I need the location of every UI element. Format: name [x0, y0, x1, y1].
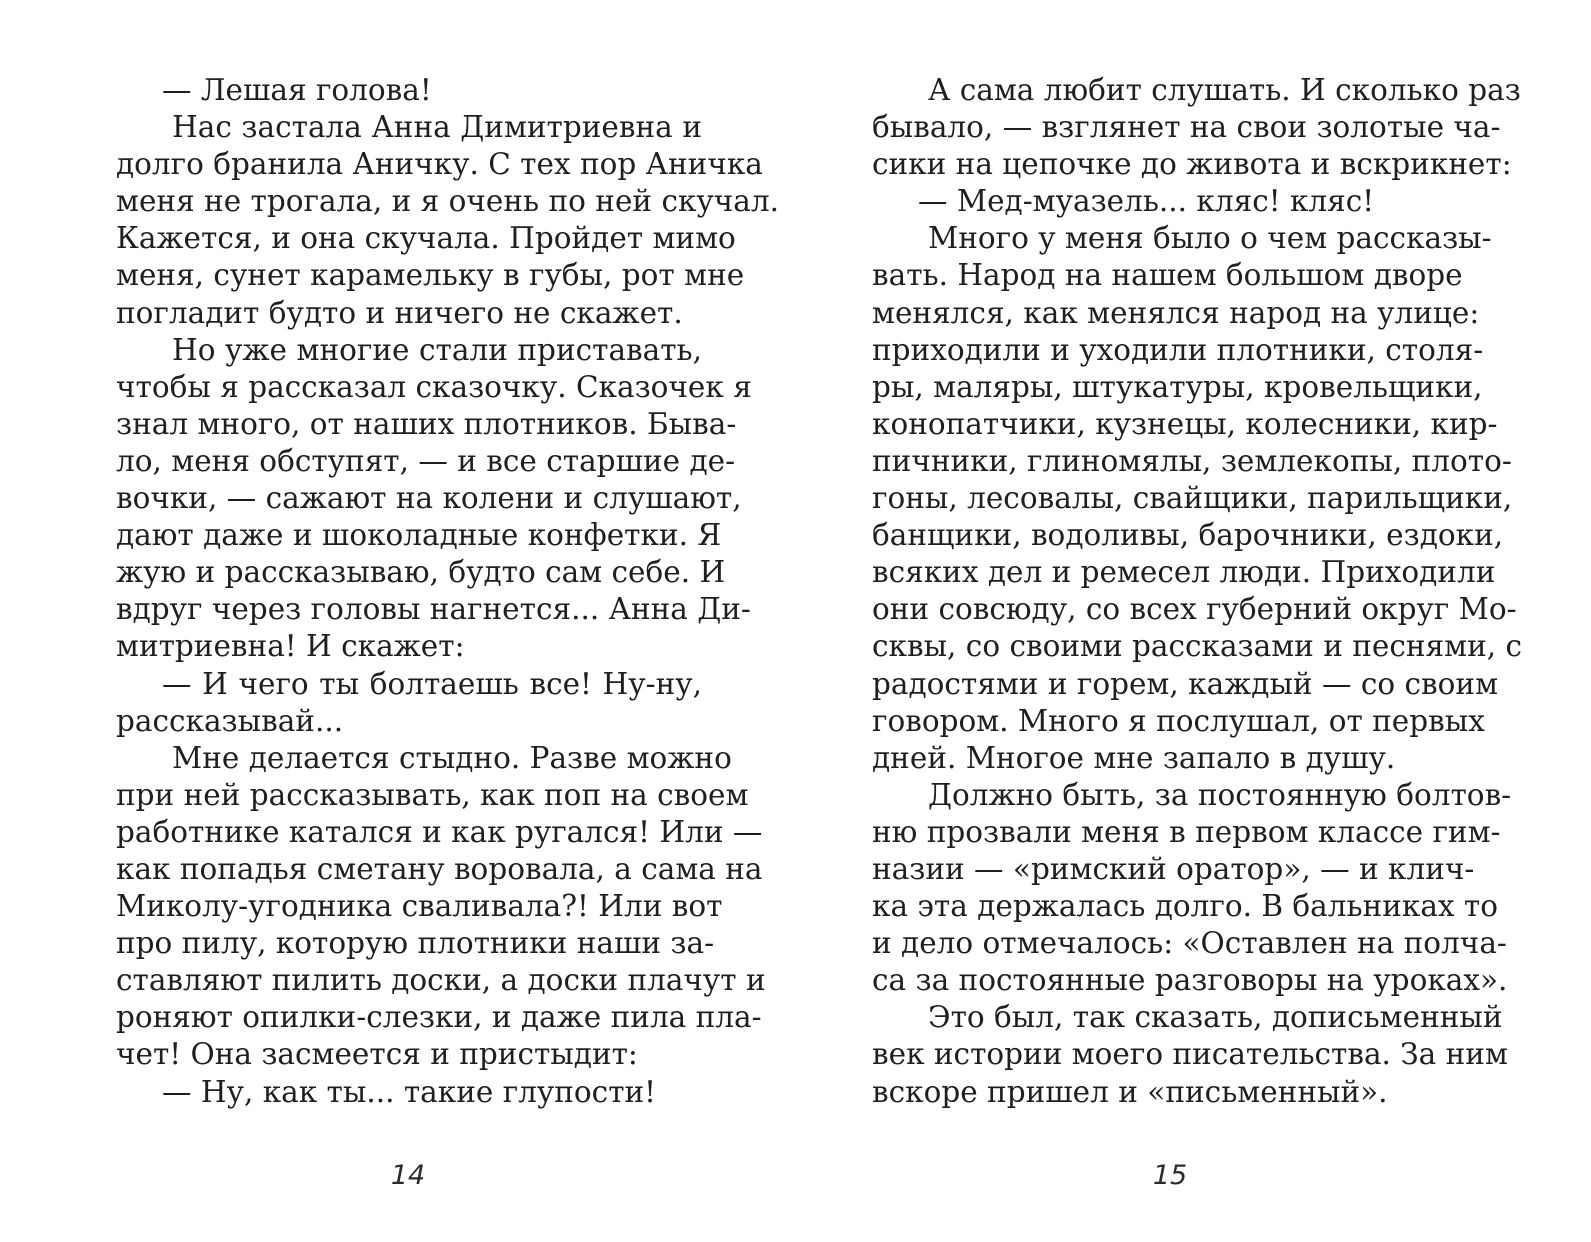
text-line: Миколу-угодника сваливала?! Или вот: [116, 889, 723, 924]
text-line: приходили и уходили плотники, столя-: [872, 332, 1484, 367]
text-line: рассказывай...: [116, 703, 344, 738]
text-line: — Мед-муазель... кляс! кляс!: [918, 184, 1375, 219]
text-line: вскоре пришел и «письменный».: [872, 1074, 1388, 1109]
text-line: ка эта держалась долго. В бальниках то: [872, 889, 1499, 924]
right-page: [872, 72, 1523, 1111]
text-line: чтобы я рассказал сказочку. Сказочек я: [116, 369, 752, 404]
text-line: меня не трогала, и я очень по ней скучал.: [116, 184, 779, 219]
text-line: Нас застала Анна Димитриевна и: [172, 110, 702, 145]
text-line: радостями и горем, каждый — со своим: [872, 666, 1499, 701]
text-line: чет! Она засмеется и пристыдит:: [116, 1037, 638, 1072]
text-line: и дело отмечалось: «Оставлен на полча-: [872, 926, 1507, 961]
text-line: ставляют пилить доски, а доски плачут и: [116, 963, 766, 998]
text-line: меня, сунет карамельку в губы, рот мне: [116, 258, 745, 293]
text-line: гоны, лесовалы, свайщики, парильщики,: [872, 481, 1513, 516]
text-line: Кажется, и она скучала. Пройдет мимо: [116, 221, 736, 256]
text-line: всяких дел и ремесел люди. Приходили: [872, 555, 1496, 590]
text-line: Много у меня было о чем рассказы-: [928, 221, 1492, 256]
text-line: ры, маляры, штукатуры, кровельщики,: [872, 369, 1483, 404]
text-line: Мне делается стыдно. Разве можно: [172, 740, 732, 775]
text-line: банщики, водоливы, барочники, ездоки,: [872, 518, 1504, 553]
text-line: дают даже и шоколадные конфетки. Я: [116, 518, 722, 553]
text-line: при ней рассказывать, как поп на своем: [116, 777, 749, 812]
text-line: — И чего ты болтаешь все! Ну-ну,: [162, 666, 702, 701]
text-line: сики на цепочке до живота и вскрикнет:: [872, 147, 1512, 182]
page-number-right: 15: [1152, 1160, 1188, 1191]
text-line: они совсюду, со всех губерний округ Мо-: [872, 592, 1517, 627]
text-line: век истории моего писательства. За ним: [872, 1037, 1508, 1072]
text-line: назии — «римский оратор», — и клич-: [872, 851, 1475, 886]
text-line: Но уже многие стали приставать,: [172, 332, 702, 367]
text-line: роняют опилки-слезки, и даже пила пла-: [116, 1000, 762, 1035]
text-line: бывало, — взглянет на свои золотые ча-: [872, 110, 1501, 145]
text-line: са за постоянные разговоры на уроках».: [872, 963, 1508, 998]
text-line: Должно быть, за постоянную болтов-: [928, 777, 1512, 812]
text-line: работнике катался и как ругался! Или —: [116, 814, 763, 849]
right-page-text: [872, 72, 1523, 1111]
text-line: погладит будто и ничего не скажет.: [116, 295, 683, 330]
text-line: про пилу, которую плотники наши за-: [116, 926, 715, 961]
text-line: жую и рассказываю, будто сам себе. И: [116, 555, 726, 590]
text-line: митриевна! И скажет:: [116, 629, 465, 664]
left-page-text: [116, 72, 779, 1111]
text-line: вать. Народ на нашем большом дворе: [872, 258, 1463, 293]
text-line: — Ну, как ты... такие глупости!: [162, 1074, 657, 1109]
text-line: вдруг через головы нагнется... Анна Ди-: [116, 592, 751, 627]
text-line: менялся, как менялся народ на улице:: [872, 295, 1480, 330]
text-line: ню прозвали меня в первом классе гим-: [872, 814, 1501, 849]
text-line: ло, меня обступят, — и все старшие де-: [116, 443, 736, 478]
text-line: вочки, — сажают на колени и слушают,: [116, 481, 742, 516]
text-line: Это был, так сказать, дописьменный: [928, 1000, 1503, 1035]
page-number-left: 14: [390, 1160, 426, 1191]
left-page: [116, 72, 779, 1111]
text-line: долго бранила Аничку. С тех пор Аничка: [116, 147, 763, 182]
text-line: дней. Многое мне запало в душу.: [872, 740, 1396, 775]
text-line: знал много, от наших плотников. Быва-: [116, 406, 737, 441]
text-line: пичники, глиномялы, землекопы, плото-: [872, 443, 1512, 478]
text-line: как попадья сметану воровала, а сама на: [116, 851, 763, 886]
text-line: — Лешая голова!: [162, 73, 432, 107]
text-line: говором. Много я послушал, от первых: [872, 703, 1485, 738]
text-line: конопатчики, кузнецы, колесники, кир-: [872, 406, 1498, 441]
text-line: сквы, со своими рассказами и песнями, с: [872, 629, 1523, 664]
text-line: А сама любит слушать. И сколько раз: [928, 73, 1521, 107]
